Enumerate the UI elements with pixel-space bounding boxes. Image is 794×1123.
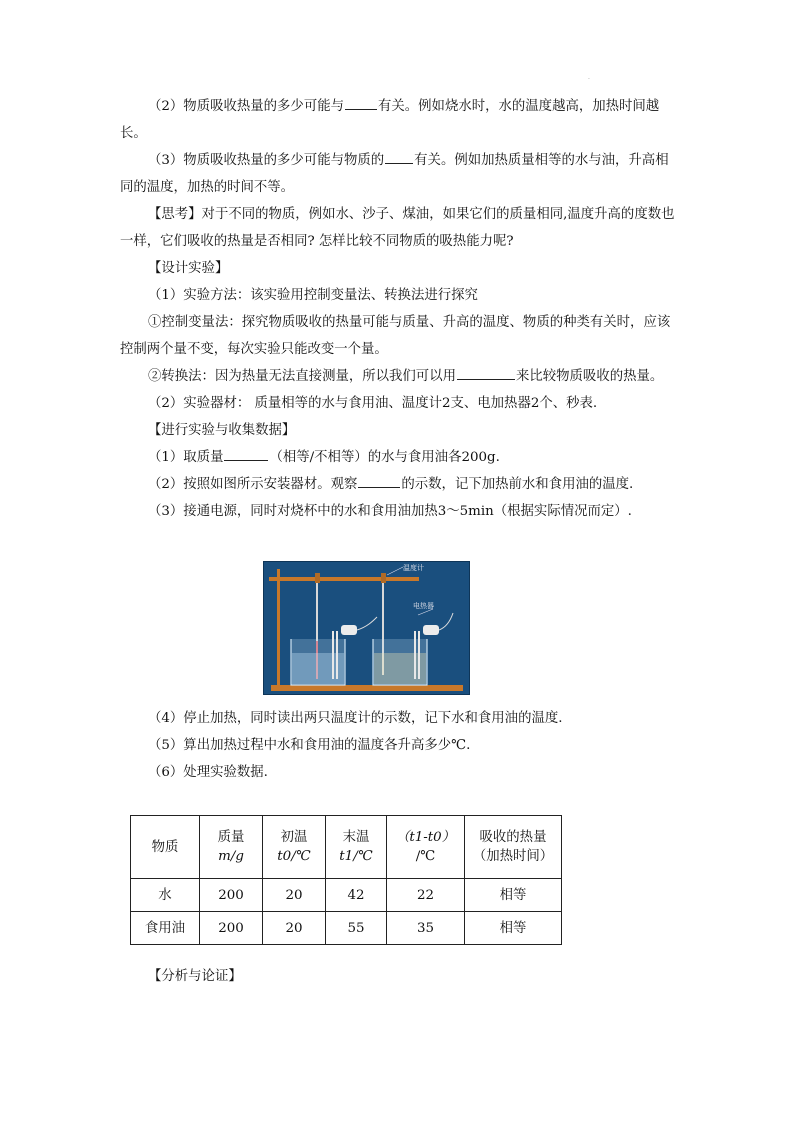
corner-mark: . [588, 74, 590, 81]
step-1-text-b: （相等/不相等）的水与食用油各200g. [269, 450, 500, 465]
table-row [131, 912, 562, 945]
blank-3[interactable] [457, 363, 515, 380]
equipment-paragraph: （2）实验器材： 质量相等的水与食用油、温度计2支、电加热器2个、秒表. [148, 396, 598, 411]
step-1-text-a: （1）取质量 [148, 450, 224, 465]
table-cell: 55 [326, 912, 387, 945]
hypothesis-3-text-a: （3）物质吸收热量的多少可能与物质的 [148, 153, 385, 168]
table-row [131, 879, 562, 912]
heater-label: 电热器 [413, 602, 434, 610]
header-cell: 初温 t0/℃ [263, 816, 326, 879]
step-2-text-b: 的示数，记下加热前水和食用油的温度. [401, 477, 634, 492]
table-cell: 35 [387, 912, 465, 945]
header-cell: （t1-t0） /℃ [387, 816, 465, 879]
step-5: （5）算出加热过程中水和食用油的温度各升高多少℃. [148, 738, 471, 753]
table-cell: 相等 [465, 912, 562, 945]
data-table [130, 815, 562, 945]
step-2-text-a: （2）按照如图所示安装器材。观察 [148, 477, 358, 492]
heater-right [423, 625, 439, 635]
step-1 [120, 444, 680, 471]
stand-crossbar [269, 577, 419, 581]
experiment-apparatus-illustration [263, 561, 470, 695]
conversion-text-b: 来比较物质吸收的热量。 [515, 369, 664, 384]
hypothesis-3-text-b: 有关。例如加热质量相等的水与油，升高相同的温度，加热的时间不等。 [120, 153, 669, 195]
header-cell: 质量 m/g [200, 816, 263, 879]
thermometer-label: 温度计 [403, 564, 424, 572]
table-cell: 水 [131, 879, 200, 912]
experiment-figure [263, 561, 470, 695]
hypothesis-2-text-b: 有关。例如烧水时，水的温度越高，加热时间越长。 [120, 99, 660, 141]
blank-2[interactable] [385, 147, 413, 164]
collect-heading: 【进行实验与收集数据】 [148, 423, 296, 438]
table-cell: 20 [263, 912, 326, 945]
analysis-heading: 【分析与论证】 [148, 969, 242, 984]
design-heading: 【设计实验】 [148, 261, 229, 276]
step-3: （3）接通电源，同时对烧杯中的水和食用油加热3～5min（根据实际情况而定）. [148, 504, 632, 519]
think-paragraph: 【思考】对于不同的物质，例如水、沙子、煤油，如果它们的质量相同,温度升高的度数也一样，它们吸收的热量是否相同? 怎样比较不同物质的吸热能力呢? [120, 207, 675, 249]
conversion-paragraph [120, 363, 680, 390]
hypothesis-2-text-a: （2）物质吸收热量的多少可能与 [148, 99, 344, 114]
table-cell: 22 [387, 879, 465, 912]
header-cell: 物质 [131, 816, 200, 879]
table-cell: 食用油 [131, 912, 200, 945]
table-cell: 200 [200, 879, 263, 912]
heater-left [341, 625, 357, 635]
control-variable-paragraph: ①控制变量法：探究物质吸收的热量可能与质量、升高的温度、物质的种类有关时，应该控制两个量不变，每次实验只能改变一个量。 [120, 315, 671, 357]
hypothesis-3 [120, 147, 680, 201]
table-cell: 42 [326, 879, 387, 912]
steps-continued [120, 705, 680, 786]
blank-5[interactable] [358, 471, 400, 488]
header-cell: 末温 t1/℃ [326, 816, 387, 879]
document-body [120, 93, 680, 525]
method-paragraph: （1）实验方法：该实验用控制变量法、转换法进行探究 [148, 288, 478, 303]
table-header-row [131, 816, 562, 879]
conversion-text-a: ②转换法：因为热量无法直接测量，所以我们可以用 [148, 369, 456, 384]
blank-4[interactable] [224, 444, 268, 461]
table-cell: 20 [263, 879, 326, 912]
step-4: （4）停止加热，同时读出两只温度计的示数，记下水和食用油的温度. [148, 711, 563, 726]
step-2 [120, 471, 680, 498]
stand-base [271, 685, 463, 691]
hypothesis-2 [120, 93, 680, 147]
header-cell: 吸收的热量 （加热时间） [465, 816, 562, 879]
stand-pole-left [277, 569, 280, 687]
blank-1[interactable] [345, 93, 377, 110]
step-6: （6）处理实验数据. [148, 765, 268, 780]
table-cell: 相等 [465, 879, 562, 912]
table-cell: 200 [200, 912, 263, 945]
